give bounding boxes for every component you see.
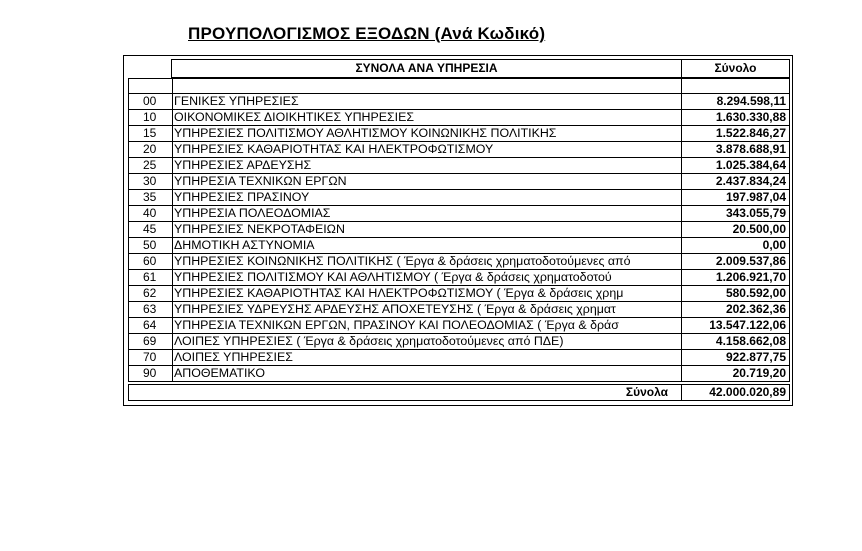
service-code: 45 xyxy=(128,222,172,238)
service-total: 197.987,04 xyxy=(681,190,790,206)
service-name: ΔΗΜΟΤΙΚΗ ΑΣΤΥΝΟΜΙΑ xyxy=(172,238,682,254)
service-name: ΥΠΗΡΕΣΙΕΣ ΚΑΘΑΡΙΟΤΗΤΑΣ ΚΑΙ ΗΛΕΚΤΡΟΦΩΤΙΣΜΟΥ xyxy=(172,142,682,158)
service-name: ΟΙΚΟΝΟΜΙΚΕΣ ΔΙΟΙΚΗΤΙΚΕΣ ΥΠΗΡΕΣΙΕΣ xyxy=(172,110,682,126)
service-code: 64 xyxy=(128,318,172,334)
service-total: 343.055,79 xyxy=(681,206,790,222)
table-row xyxy=(128,110,790,126)
table-row xyxy=(128,94,790,110)
service-name: ΥΠΗΡΕΣΙΕΣ ΑΡΔΕΥΣΗΣ xyxy=(172,158,682,174)
table-row xyxy=(128,318,790,334)
table-row xyxy=(128,366,790,382)
service-code: 25 xyxy=(128,158,172,174)
table-row xyxy=(128,350,790,366)
table-row xyxy=(128,174,790,190)
table-row xyxy=(128,142,790,158)
table-row xyxy=(128,334,790,350)
table-row xyxy=(128,158,790,174)
service-total: 3.878.688,91 xyxy=(681,142,790,158)
budget-table xyxy=(123,55,793,406)
header-services: ΣΥΝΟΛΑ ΑΝΑ ΥΠΗΡΕΣΙΑ xyxy=(171,59,682,78)
service-total: 202.362,36 xyxy=(681,302,790,318)
service-total: 1.206.921,70 xyxy=(681,270,790,286)
totals-code-cell xyxy=(128,384,172,401)
blank-code-cell xyxy=(128,78,172,94)
service-total: 922.877,75 xyxy=(681,350,790,366)
service-code: 30 xyxy=(128,174,172,190)
service-total: 20.500,00 xyxy=(681,222,790,238)
table-row xyxy=(128,286,790,302)
service-total: 0,00 xyxy=(681,238,790,254)
header-total: Σύνολο xyxy=(681,59,790,78)
service-code: 90 xyxy=(128,366,172,382)
blank-name-cell xyxy=(172,78,682,94)
service-name: ΥΠΗΡΕΣΙΕΣ ΚΟΙΝΩΝΙΚΗΣ ΠΟΛΙΤΙΚΗΣ ( Έργα & δράσεις χρηματοδοτούμενες από xyxy=(172,254,682,270)
service-code: 60 xyxy=(128,254,172,270)
service-name: ΓΕΝΙΚΕΣ ΥΠΗΡΕΣΙΕΣ xyxy=(172,94,682,110)
service-total: 1.025.384,64 xyxy=(681,158,790,174)
page-title: ΠΡΟΥΠΟΛΟΓΙΣΜΟΣ ΕΞΟΔΩΝ (Ανά Κωδικό) xyxy=(188,24,546,43)
service-code: 40 xyxy=(128,206,172,222)
service-code: 63 xyxy=(128,302,172,318)
service-name: ΥΠΗΡΕΣΙΑ ΤΕΧΝΙΚΩΝ ΕΡΓΩΝ, ΠΡΑΣΙΝΟΥ ΚΑΙ ΠΟΛΕΟΔΟΜΙΑΣ ( Έργα & δράσ xyxy=(172,318,682,334)
service-name: ΥΠΗΡΕΣΙΕΣ ΥΔΡΕΥΣΗΣ ΑΡΔΕΥΣΗΣ ΑΠΟΧΕΤΕΥΣΗΣ ( Έργα & δράσεις χρηματ xyxy=(172,302,682,318)
service-name: ΥΠΗΡΕΣΙΑ ΠΟΛΕΟΔΟΜΙΑΣ xyxy=(172,206,682,222)
service-total: 2.009.537,86 xyxy=(681,254,790,270)
service-name: ΥΠΗΡΕΣΙΕΣ ΠΡΑΣΙΝΟΥ xyxy=(172,190,682,206)
service-code: 61 xyxy=(128,270,172,286)
table-row xyxy=(128,190,790,206)
service-name: ΥΠΗΡΕΣΙΑ ΤΕΧΝΙΚΩΝ ΕΡΓΩΝ xyxy=(172,174,682,190)
service-code: 10 xyxy=(128,110,172,126)
service-total: 2.437.834,24 xyxy=(681,174,790,190)
service-name: ΥΠΗΡΕΣΙΕΣ ΠΟΛΙΤΙΣΜΟΥ ΚΑΙ ΑΘΛΗΤΙΣΜΟΥ ( Έργα & δράσεις χρηματοδοτού xyxy=(172,270,682,286)
table-row xyxy=(128,302,790,318)
table-row xyxy=(128,206,790,222)
service-total: 1.522.846,27 xyxy=(681,126,790,142)
service-code: 62 xyxy=(128,286,172,302)
service-name: ΛΟΙΠΕΣ ΥΠΗΡΕΣΙΕΣ xyxy=(172,350,682,366)
table-row xyxy=(128,238,790,254)
service-total: 13.547.122,06 xyxy=(681,318,790,334)
table-row xyxy=(128,254,790,270)
service-code: 35 xyxy=(128,190,172,206)
service-code: 20 xyxy=(128,142,172,158)
service-code: 70 xyxy=(128,350,172,366)
service-total: 580.592,00 xyxy=(681,286,790,302)
table-row xyxy=(128,222,790,238)
totals-label: Σύνολα xyxy=(172,384,682,401)
service-name: ΥΠΗΡΕΣΙΕΣ ΚΑΘΑΡΙΟΤΗΤΑΣ ΚΑΙ ΗΛΕΚΤΡΟΦΩΤΙΣΜΟΥ ( Έργα & δράσεις χρημ xyxy=(172,286,682,302)
service-name: ΥΠΗΡΕΣΙΕΣ ΠΟΛΙΤΙΣΜΟΥ ΑΘΛΗΤΙΣΜΟΥ ΚΟΙΝΩΝΙΚΗΣ ΠΟΛΙΤΙΚΗΣ xyxy=(172,126,682,142)
service-code: 69 xyxy=(128,334,172,350)
service-code: 15 xyxy=(128,126,172,142)
service-total: 4.158.662,08 xyxy=(681,334,790,350)
service-total: 1.630.330,88 xyxy=(681,110,790,126)
table-row xyxy=(128,126,790,142)
table-row xyxy=(128,270,790,286)
service-name: ΛΟΙΠΕΣ ΥΠΗΡΕΣΙΕΣ ( Έργα & δράσεις χρηματοδοτούμενες από ΠΔΕ) xyxy=(172,334,682,350)
service-total: 8.294.598,11 xyxy=(681,94,790,110)
service-code: 00 xyxy=(128,94,172,110)
blank-row xyxy=(128,78,790,94)
service-name: ΥΠΗΡΕΣΙΕΣ ΝΕΚΡΟΤΑΦΕΙΩΝ xyxy=(172,222,682,238)
service-code: 50 xyxy=(128,238,172,254)
totals-row xyxy=(128,384,790,400)
service-total: 20.719,20 xyxy=(681,366,790,382)
totals-value: 42.000.020,89 xyxy=(681,384,790,401)
service-name: ΑΠΟΘΕΜΑΤΙΚΟ xyxy=(172,366,682,382)
blank-value-cell xyxy=(681,78,790,94)
